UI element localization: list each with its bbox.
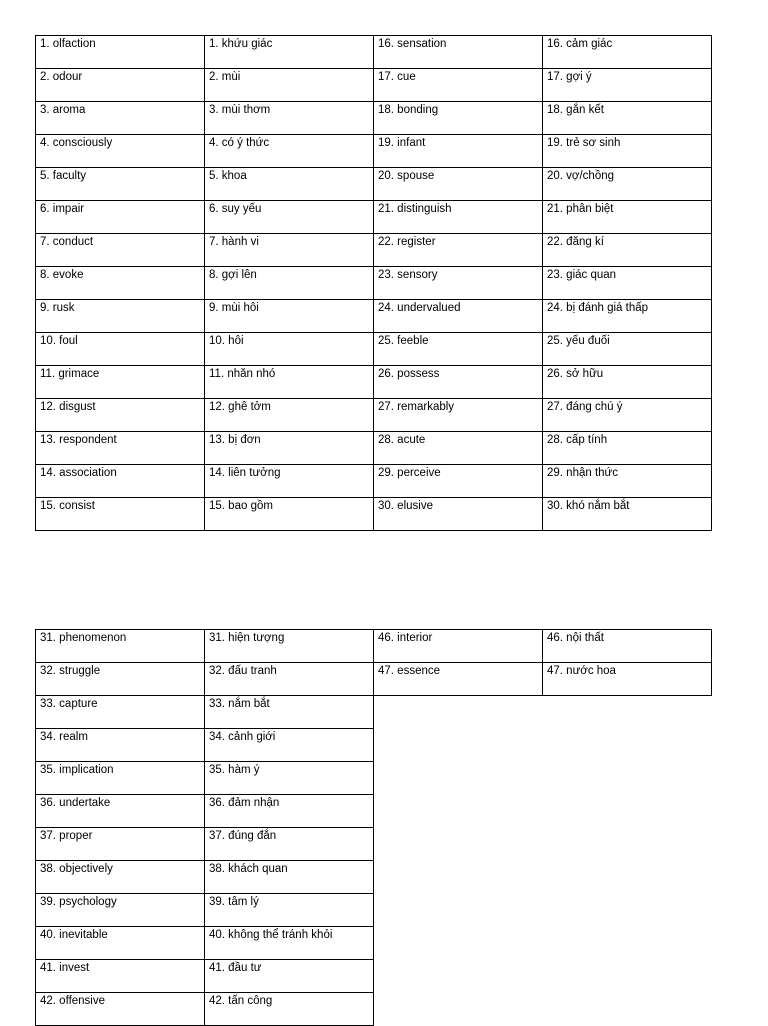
- table-row: [36, 729, 712, 762]
- vietnamese-translation-cell: 21. phân biệt: [543, 201, 712, 234]
- english-term-cell: 13. respondent: [36, 432, 205, 465]
- table-row: [36, 69, 712, 102]
- empty-cell: [374, 960, 543, 993]
- table-row: [36, 993, 712, 1026]
- english-term-cell: 15. consist: [36, 498, 205, 531]
- vietnamese-translation-cell: 31. hiện tượng: [205, 630, 374, 663]
- table-row: [36, 894, 712, 927]
- english-term-cell: 24. undervalued: [374, 300, 543, 333]
- table-row: [36, 498, 712, 531]
- vietnamese-translation-cell: 13. bị đơn: [205, 432, 374, 465]
- table-row: [36, 36, 712, 69]
- vietnamese-translation-cell: 29. nhận thức: [543, 465, 712, 498]
- vietnamese-translation-cell: 4. có ý thức: [205, 135, 374, 168]
- empty-cell: [374, 795, 543, 828]
- english-term-cell: 6. impair: [36, 201, 205, 234]
- empty-cell: [543, 960, 712, 993]
- english-term-cell: 14. association: [36, 465, 205, 498]
- english-term-cell: 23. sensory: [374, 267, 543, 300]
- vietnamese-translation-cell: 24. bị đánh giá thấp: [543, 300, 712, 333]
- table-row: [36, 366, 712, 399]
- table-row: [36, 960, 712, 993]
- vietnamese-translation-cell: 2. mùi: [205, 69, 374, 102]
- vietnamese-translation-cell: 22. đăng kí: [543, 234, 712, 267]
- english-term-cell: 33. capture: [36, 696, 205, 729]
- english-term-cell: 42. offensive: [36, 993, 205, 1026]
- table-row: [36, 168, 712, 201]
- english-term-cell: 5. faculty: [36, 168, 205, 201]
- english-term-cell: 22. register: [374, 234, 543, 267]
- english-term-cell: 8. evoke: [36, 267, 205, 300]
- vocabulary-table-2: [35, 629, 712, 1026]
- english-term-cell: 19. infant: [374, 135, 543, 168]
- vietnamese-translation-cell: 15. bao gồm: [205, 498, 374, 531]
- vietnamese-translation-cell: 19. trẻ sơ sinh: [543, 135, 712, 168]
- vietnamese-translation-cell: 38. khách quan: [205, 861, 374, 894]
- english-term-cell: 28. acute: [374, 432, 543, 465]
- table-row: [36, 333, 712, 366]
- vietnamese-translation-cell: 34. cảnh giới: [205, 729, 374, 762]
- table-row: [36, 630, 712, 663]
- table-row: [36, 861, 712, 894]
- english-term-cell: 41. invest: [36, 960, 205, 993]
- english-term-cell: 26. possess: [374, 366, 543, 399]
- vietnamese-translation-cell: 47. nước hoa: [543, 663, 712, 696]
- vietnamese-translation-cell: 35. hàm ý: [205, 762, 374, 795]
- empty-cell: [543, 927, 712, 960]
- vietnamese-translation-cell: 10. hôi: [205, 333, 374, 366]
- vietnamese-translation-cell: 11. nhăn nhó: [205, 366, 374, 399]
- table-row: [36, 234, 712, 267]
- vietnamese-translation-cell: 17. gợi ý: [543, 69, 712, 102]
- table-row: [36, 267, 712, 300]
- vietnamese-translation-cell: 39. tâm lý: [205, 894, 374, 927]
- english-term-cell: 11. grimace: [36, 366, 205, 399]
- table-row: [36, 795, 712, 828]
- vietnamese-translation-cell: 33. nắm bắt: [205, 696, 374, 729]
- vocabulary-table-1: [35, 35, 712, 531]
- empty-cell: [543, 828, 712, 861]
- english-term-cell: 31. phenomenon: [36, 630, 205, 663]
- english-term-cell: 20. spouse: [374, 168, 543, 201]
- empty-cell: [543, 729, 712, 762]
- english-term-cell: 3. aroma: [36, 102, 205, 135]
- english-term-cell: 34. realm: [36, 729, 205, 762]
- empty-cell: [543, 696, 712, 729]
- table-row: [36, 399, 712, 432]
- english-term-cell: 35. implication: [36, 762, 205, 795]
- vietnamese-translation-cell: 46. nội thất: [543, 630, 712, 663]
- empty-cell: [374, 861, 543, 894]
- table-row: [36, 663, 712, 696]
- vietnamese-translation-cell: 37. đúng đắn: [205, 828, 374, 861]
- english-term-cell: 10. foul: [36, 333, 205, 366]
- english-term-cell: 29. perceive: [374, 465, 543, 498]
- vietnamese-translation-cell: 36. đảm nhận: [205, 795, 374, 828]
- table-row: [36, 135, 712, 168]
- english-term-cell: 27. remarkably: [374, 399, 543, 432]
- table-row: [36, 102, 712, 135]
- table-row: [36, 696, 712, 729]
- vietnamese-translation-cell: 41. đầu tư: [205, 960, 374, 993]
- vietnamese-translation-cell: 18. gắn kết: [543, 102, 712, 135]
- empty-cell: [543, 993, 712, 1026]
- empty-cell: [374, 828, 543, 861]
- table-row: [36, 762, 712, 795]
- vietnamese-translation-cell: 6. suy yếu: [205, 201, 374, 234]
- english-term-cell: 12. disgust: [36, 399, 205, 432]
- vietnamese-translation-cell: 23. giác quan: [543, 267, 712, 300]
- table-row: [36, 300, 712, 333]
- vietnamese-translation-cell: 28. cấp tính: [543, 432, 712, 465]
- vietnamese-translation-cell: 5. khoa: [205, 168, 374, 201]
- english-term-cell: 32. struggle: [36, 663, 205, 696]
- empty-cell: [374, 993, 543, 1026]
- empty-cell: [374, 729, 543, 762]
- vietnamese-translation-cell: 20. vợ/chồng: [543, 168, 712, 201]
- english-term-cell: 37. proper: [36, 828, 205, 861]
- vietnamese-translation-cell: 30. khó nắm bắt: [543, 498, 712, 531]
- english-term-cell: 17. cue: [374, 69, 543, 102]
- english-term-cell: 47. essence: [374, 663, 543, 696]
- vietnamese-translation-cell: 26. sở hữu: [543, 366, 712, 399]
- empty-cell: [374, 762, 543, 795]
- english-term-cell: 30. elusive: [374, 498, 543, 531]
- vietnamese-translation-cell: 8. gợi lên: [205, 267, 374, 300]
- english-term-cell: 36. undertake: [36, 795, 205, 828]
- vietnamese-translation-cell: 40. không thể tránh khỏi: [205, 927, 374, 960]
- english-term-cell: 21. distinguish: [374, 201, 543, 234]
- english-term-cell: 38. objectively: [36, 861, 205, 894]
- vietnamese-translation-cell: 7. hành vi: [205, 234, 374, 267]
- vietnamese-translation-cell: 32. đấu tranh: [205, 663, 374, 696]
- english-term-cell: 46. interior: [374, 630, 543, 663]
- table-row: [36, 828, 712, 861]
- table-row: [36, 432, 712, 465]
- english-term-cell: 39. psychology: [36, 894, 205, 927]
- vietnamese-translation-cell: 25. yếu đuối: [543, 333, 712, 366]
- table-row: [36, 927, 712, 960]
- english-term-cell: 18. bonding: [374, 102, 543, 135]
- table-row: [36, 201, 712, 234]
- table-row: [36, 465, 712, 498]
- empty-cell: [543, 861, 712, 894]
- english-term-cell: 25. feeble: [374, 333, 543, 366]
- vietnamese-translation-cell: 3. mùi thơm: [205, 102, 374, 135]
- empty-cell: [543, 894, 712, 927]
- empty-cell: [543, 795, 712, 828]
- vietnamese-translation-cell: 14. liên tưởng: [205, 465, 374, 498]
- vietnamese-translation-cell: 9. mùi hôi: [205, 300, 374, 333]
- vietnamese-translation-cell: 16. cảm giác: [543, 36, 712, 69]
- empty-cell: [374, 927, 543, 960]
- english-term-cell: 1. olfaction: [36, 36, 205, 69]
- english-term-cell: 2. odour: [36, 69, 205, 102]
- vietnamese-translation-cell: 27. đáng chú ý: [543, 399, 712, 432]
- vietnamese-translation-cell: 12. ghê tởm: [205, 399, 374, 432]
- vietnamese-translation-cell: 42. tấn công: [205, 993, 374, 1026]
- english-term-cell: 40. inevitable: [36, 927, 205, 960]
- english-term-cell: 4. consciously: [36, 135, 205, 168]
- vietnamese-translation-cell: 1. khứu giác: [205, 36, 374, 69]
- empty-cell: [543, 762, 712, 795]
- empty-cell: [374, 696, 543, 729]
- english-term-cell: 7. conduct: [36, 234, 205, 267]
- english-term-cell: 9. rusk: [36, 300, 205, 333]
- english-term-cell: 16. sensation: [374, 36, 543, 69]
- empty-cell: [374, 894, 543, 927]
